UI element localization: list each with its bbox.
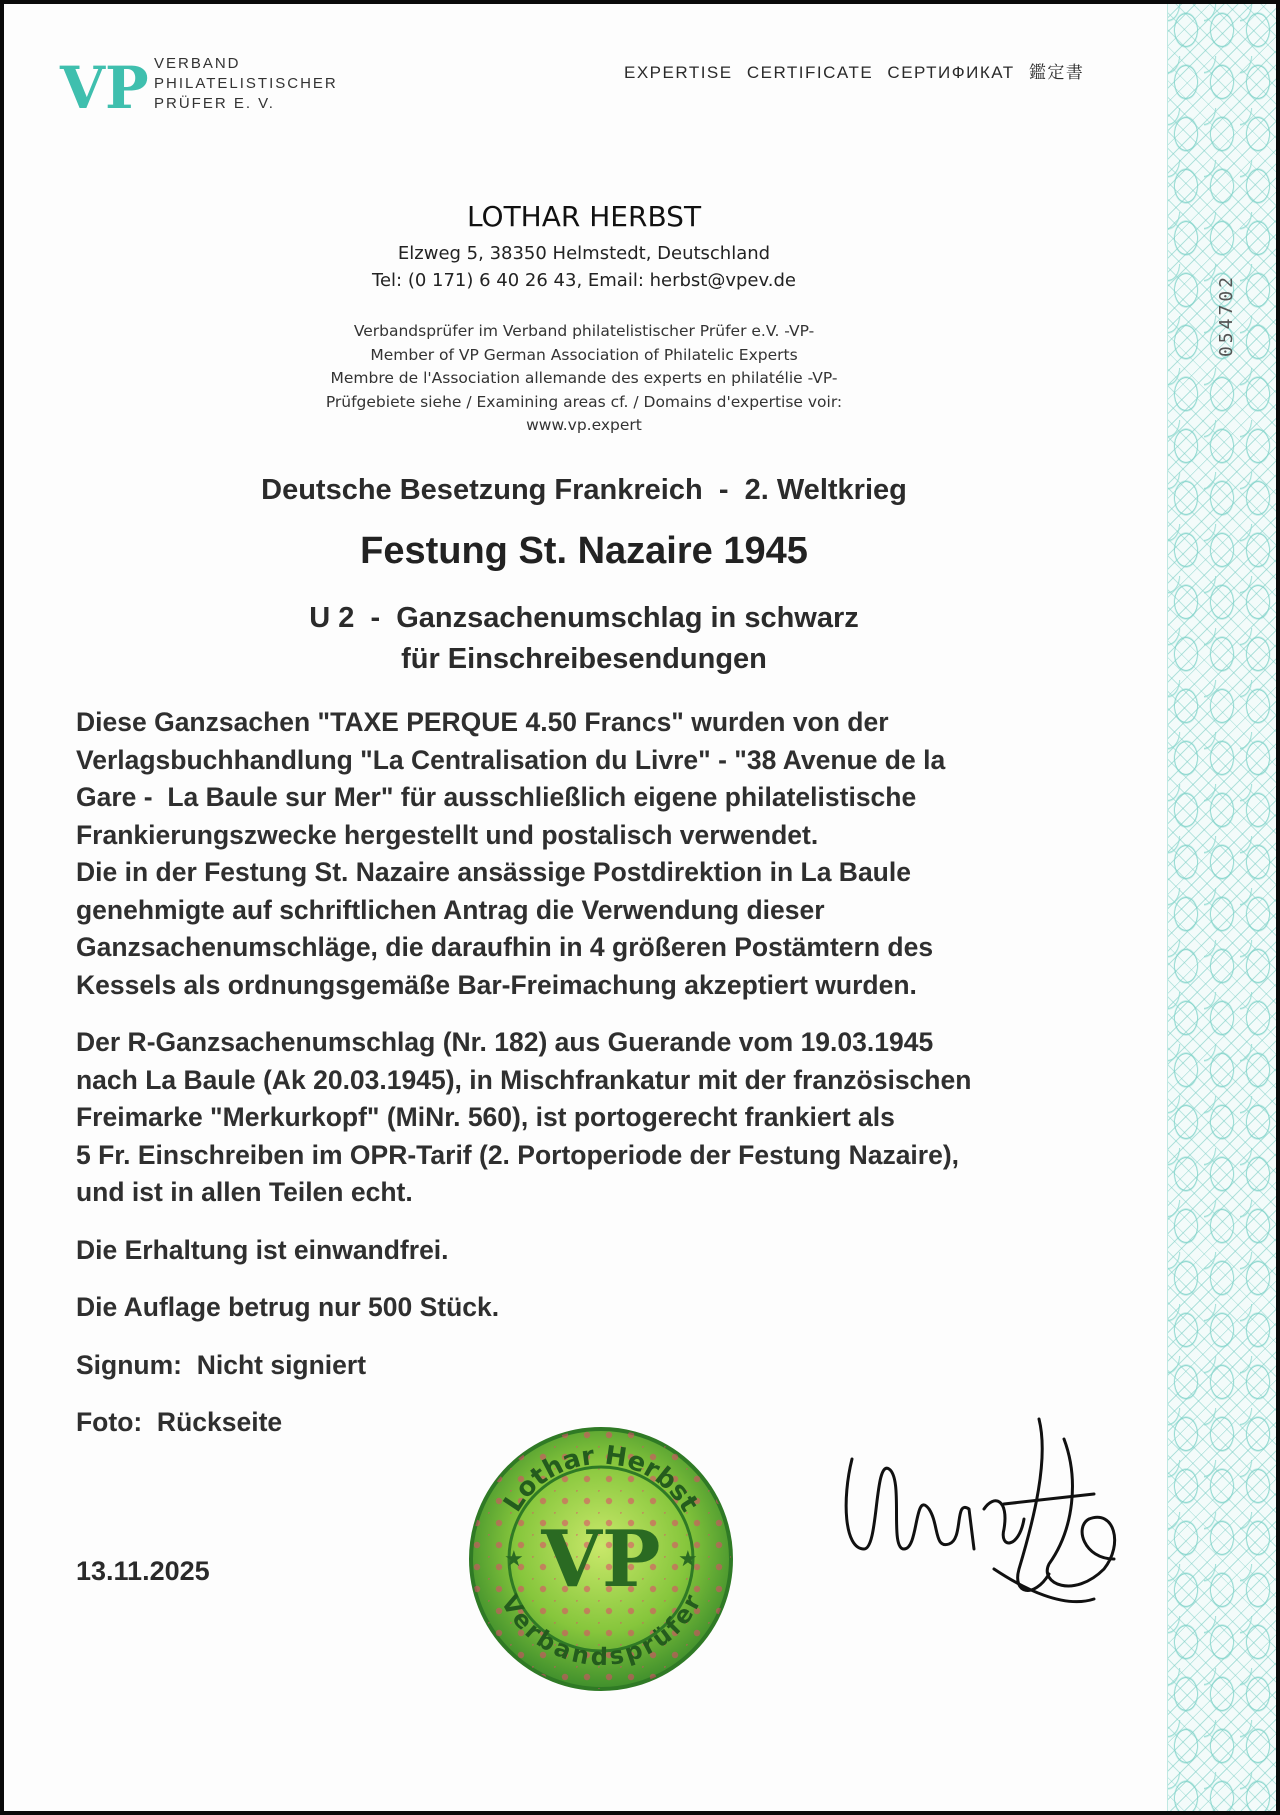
contact-line: Tel: (0 171) 6 40 26 43, Email: herbst@vpev.de	[372, 270, 796, 291]
edition-statement: Die Auflage betrug nur 500 Stück.	[76, 1292, 500, 1322]
website-link[interactable]: www.vp.expert	[526, 416, 642, 434]
text-line: Der R-Ganzsachenumschlag (Nr. 182) aus Guerande vom 19.03.1945	[76, 1027, 934, 1057]
condition-statement: Die Erhaltung ist einwandfrei.	[76, 1234, 449, 1265]
item-title	[4, 598, 1164, 680]
svg-text:Lothar Herbst: Lothar Herbst	[498, 1440, 705, 1518]
certificate-label: EXPERTISE CERTIFICATE СЕРТИФИКАТ 鑑定書	[624, 63, 1085, 82]
membership-line: Prüfgebiete siehe / Examining areas cf. / Domains d'expertise voir:	[325, 392, 843, 411]
address-line: Elzweg 5, 38350 Helmstedt, Deutschland	[397, 243, 771, 264]
org-line: PRÜFER E. V.	[154, 95, 275, 112]
main-title: Festung St. Nazaire 1945	[360, 530, 808, 572]
text-line: nach La Baule (Ak 20.03.1945), in Mischfrankatur mit der französischen	[76, 1064, 972, 1095]
handwritten-signature-icon	[834, 1399, 1134, 1629]
svg-text:Verbandsprüfer: Verbandsprüfer	[495, 1590, 707, 1672]
membership-line: Member of VP German Association of Philatelic Experts	[370, 345, 798, 364]
text-line: genehmigte auf schriftlichen Antrag die Verwendung dieser	[76, 894, 825, 925]
paragraph-description	[76, 704, 1136, 1004]
membership-line: Membre de l'Association allemande des experts en philatélie -VP-	[330, 369, 838, 387]
organization-name	[154, 54, 338, 114]
membership-block	[4, 320, 1164, 438]
text-line: Die in der Festung St. Nazaire ansässige Postdirektion in La Baule	[76, 857, 911, 887]
svg-text:VP: VP	[541, 1514, 661, 1605]
serial-number: 054702	[1216, 274, 1237, 358]
certificate-body	[76, 704, 1136, 1462]
item-title-line: für Einschreibesendungen	[401, 643, 767, 675]
text-line: Kessels als ordnungsgemäße Bar-Freimachung akzeptiert wurden.	[76, 969, 917, 1000]
svg-text:★: ★	[678, 1546, 698, 1571]
text-line: Verlagsbuchhandlung "La Centralisation du Livre" - "38 Avenue de la	[76, 744, 946, 775]
text-line: Freimarke "Merkurkopf" (MiNr. 560), ist portogerecht frankiert als	[76, 1102, 895, 1132]
expert-name: LOTHAR HERBST	[466, 200, 702, 233]
text-line: und ist in allen Teilen echt.	[76, 1177, 413, 1207]
issue-date: 13.11.2025	[76, 1556, 210, 1586]
text-line: Ganzsachenumschläge, die daraufhin in 4 größeren Postämtern des	[76, 932, 934, 962]
text-line: Diese Ganzsachen "TAXE PERQUE 4.50 Francs" wurden von der	[76, 707, 889, 737]
vp-logo-icon	[58, 54, 149, 122]
org-line: VERBAND	[154, 55, 241, 72]
hologram-seal-icon	[466, 1424, 736, 1694]
membership-line: Verbandsprüfer im Verband philatelistischer Prüfer e.V. -VP-	[353, 322, 815, 340]
signum-statement: Signum: Nicht signiert	[76, 1349, 367, 1380]
svg-text:★: ★	[504, 1546, 524, 1571]
subtitle: Deutsche Besetzung Frankreich - 2. Weltkrieg	[261, 474, 907, 506]
expert-address	[4, 240, 1164, 294]
photo-statement: Foto: Rückseite	[76, 1407, 283, 1437]
text-line: Gare - La Baule sur Mer" für ausschließlich eigene philatelistische	[76, 782, 917, 812]
svg-text:VP: VP	[60, 54, 149, 122]
org-line: PHILATELISTISCHER	[154, 75, 338, 92]
text-line: 5 Fr. Einschreiben im OPR-Tarif (2. Portoperiode der Festung Nazaire),	[76, 1139, 960, 1170]
paragraph-examined-item	[76, 1024, 1136, 1212]
item-title-line: U 2 - Ganzsachenumschlag in schwarz	[309, 602, 859, 634]
text-line: Frankierungszwecke hergestellt und postalisch verwendet.	[76, 819, 819, 850]
